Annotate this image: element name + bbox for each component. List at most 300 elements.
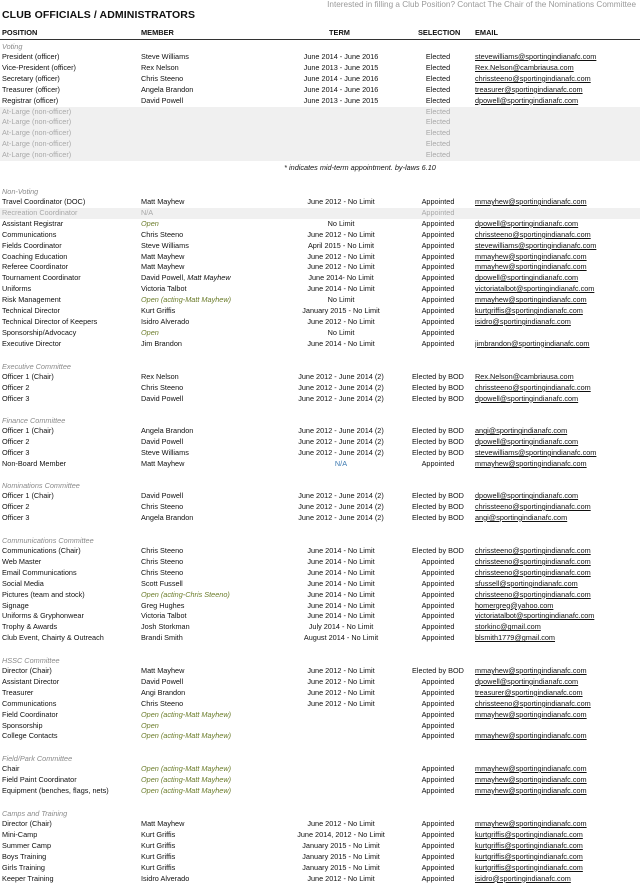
table-row bbox=[0, 666, 640, 677]
member-cell bbox=[141, 273, 291, 284]
position-cell: Assistant Registrar bbox=[2, 218, 64, 228]
term-cell: June 2012 - No Limit bbox=[307, 262, 375, 272]
member-name: David Powell bbox=[141, 95, 184, 105]
term-cell: April 2015 - No Limit bbox=[307, 240, 375, 250]
member-name: Steve Williams bbox=[141, 240, 189, 250]
member-name: Kurt Griffis bbox=[141, 840, 176, 850]
table-row bbox=[0, 841, 640, 852]
email-link[interactable]: dpowell@sportingindianafc.com bbox=[475, 436, 579, 446]
email-link[interactable]: mmayhew@sportingindianafc.com bbox=[475, 764, 587, 773]
email-link[interactable]: chrissteeno@sportingindianafc.com bbox=[475, 698, 591, 708]
position-cell: Officer 1 (Chair) bbox=[2, 426, 54, 435]
member-name: David Powell bbox=[141, 676, 184, 686]
selection-cell: Appointed bbox=[421, 589, 455, 599]
selection-cell: Appointed bbox=[421, 458, 455, 468]
member-name: Steve Williams bbox=[141, 52, 189, 61]
selection-cell: Appointed bbox=[421, 262, 455, 272]
table-row bbox=[0, 219, 640, 230]
member-cell bbox=[141, 459, 291, 470]
term-cell: June 2014- No Limit bbox=[308, 273, 374, 283]
selection-cell: Elected bbox=[425, 139, 451, 149]
selection-cell: Elected by BOD bbox=[412, 491, 464, 500]
email-link[interactable]: stevewilliams@sportingindianafc.com bbox=[475, 52, 597, 61]
email-link[interactable]: kurtgriffis@sportingindianafc.com bbox=[475, 306, 583, 315]
member-cell bbox=[141, 74, 291, 85]
position-cell: At-Large (non-officer) bbox=[2, 139, 72, 149]
email-link[interactable]: dpowell@sportingindianafc.com bbox=[475, 491, 579, 500]
member-name: Chris Steeno bbox=[141, 567, 184, 577]
email-link[interactable]: jimbrandon@sportingindianafc.com bbox=[475, 338, 590, 348]
position-cell: Director (Chair) bbox=[2, 819, 52, 828]
member-cell bbox=[141, 85, 291, 96]
member-name: Matt Mayhew bbox=[141, 819, 185, 828]
section-heading-nominations-committee: Nominations Committee bbox=[2, 481, 80, 490]
term-cell: June 2012 - June 2014 (2) bbox=[298, 426, 384, 435]
member-cell bbox=[141, 448, 291, 459]
table-row bbox=[0, 52, 640, 63]
section-heading-voting: Voting bbox=[2, 42, 23, 51]
member-cell bbox=[141, 874, 291, 884]
email-link[interactable]: victoriatalbot@sportingindianafc.com bbox=[475, 611, 595, 621]
member-name: Open (acting-Matt Mayhew) bbox=[141, 774, 232, 784]
member-cell bbox=[141, 252, 291, 263]
email-link[interactable]: dpowell@sportingindianafc.com bbox=[475, 218, 579, 228]
position-cell: Keeper Training bbox=[2, 873, 54, 883]
member-name: Angela Brandon bbox=[141, 426, 194, 435]
member-name: Rex Nelson bbox=[141, 372, 179, 381]
table-row bbox=[0, 568, 640, 579]
member-cell bbox=[141, 241, 291, 252]
email-link[interactable]: chrissteeno@sportingindianafc.com bbox=[475, 73, 591, 83]
selection-cell: Elected by BOD bbox=[412, 501, 464, 511]
position-cell: Officer 1 (Chair) bbox=[2, 491, 54, 500]
member-name: Chris Steeno bbox=[141, 546, 184, 555]
selection-cell: Appointed bbox=[421, 862, 455, 872]
selection-cell: Elected by BOD bbox=[412, 666, 464, 675]
table-row bbox=[0, 241, 640, 252]
email-link[interactable]: angi@sportingindianafc.com bbox=[475, 512, 568, 522]
member-name: Open (acting-Matt Mayhew) bbox=[141, 764, 232, 773]
member-name: N/A bbox=[141, 207, 154, 217]
member-cell bbox=[141, 317, 291, 328]
member-cell bbox=[141, 208, 291, 219]
email-link[interactable]: storkinc@gmail.com bbox=[475, 622, 541, 632]
selection-cell: Elected bbox=[425, 150, 451, 160]
term-cell: June 2012 - June 2014 (2) bbox=[298, 382, 384, 392]
selection-cell: Elected by BOD bbox=[412, 436, 464, 446]
position-cell: Officer 2 bbox=[2, 436, 30, 446]
table-row bbox=[0, 96, 640, 107]
member-name: David Powell, bbox=[141, 273, 188, 283]
selection-cell: Elected bbox=[425, 52, 451, 61]
term-cell: June 2013 - June 2015 bbox=[303, 95, 379, 105]
member-name: Matt Mayhew bbox=[141, 262, 185, 272]
email-link[interactable]: treasurer@sportingindianafc.com bbox=[475, 84, 583, 94]
member-name: Open (acting-Matt Mayhew) bbox=[141, 785, 232, 795]
section-heading-communications-committee: Communications Committee bbox=[2, 536, 94, 545]
email-link[interactable]: mmayhew@sportingindianafc.com bbox=[475, 709, 587, 719]
term-cell: June 2014 - No Limit bbox=[307, 578, 375, 588]
email-link[interactable]: Rex.Nelson@cambriausa.com bbox=[475, 62, 574, 72]
position-cell: Risk Management bbox=[2, 295, 61, 305]
email-link[interactable]: kurtgriffis@sportingindianafc.com bbox=[475, 862, 583, 872]
selection-cell: Appointed bbox=[421, 251, 455, 261]
member-name: Open (acting-Matt Mayhew) bbox=[141, 709, 232, 719]
position-cell: Field Paint Coordinator bbox=[2, 774, 77, 784]
member-cell bbox=[141, 579, 291, 590]
email-link[interactable]: chrissteeno@sportingindianafc.com bbox=[475, 589, 591, 599]
position-cell: Officer 1 (Chair) bbox=[2, 372, 54, 381]
selection-cell: Appointed bbox=[421, 273, 455, 283]
position-cell: At-Large (non-officer) bbox=[2, 106, 72, 116]
term-cell: June 2012 - June 2014 (2) bbox=[298, 491, 384, 500]
email-link[interactable]: dpowell@sportingindianafc.com bbox=[475, 676, 579, 686]
table-row bbox=[0, 731, 640, 742]
member-cell bbox=[141, 731, 291, 742]
email-link[interactable]: dpowell@sportingindianafc.com bbox=[475, 393, 579, 403]
position-cell: At-Large (non-officer) bbox=[2, 128, 72, 138]
selection-cell: Appointed bbox=[421, 207, 455, 217]
header-selection: SELECTION bbox=[418, 28, 461, 37]
member-cell bbox=[141, 230, 291, 241]
selection-cell: Elected bbox=[425, 106, 451, 116]
member-name: Matt Mayhew bbox=[141, 458, 185, 468]
email-link[interactable]: chrissteeno@sportingindianafc.com bbox=[475, 501, 591, 511]
position-cell: Uniforms bbox=[2, 284, 32, 294]
term-cell: June 2012 - No Limit bbox=[307, 873, 375, 883]
table-row bbox=[0, 230, 640, 241]
member-cell bbox=[141, 633, 291, 644]
email-link[interactable]: mmayhew@sportingindianafc.com bbox=[475, 197, 587, 206]
member-name: Victoria Talbot bbox=[141, 611, 187, 621]
email-link[interactable]: Rex.Nelson@cambriausa.com bbox=[475, 372, 574, 381]
table-row bbox=[0, 273, 640, 284]
position-cell: College Contacts bbox=[2, 731, 58, 741]
email-link[interactable]: mmayhew@sportingindianafc.com bbox=[475, 731, 587, 741]
table-row bbox=[0, 579, 640, 590]
email-link[interactable]: dpowell@sportingindianafc.com bbox=[475, 273, 579, 283]
selection-cell: Appointed bbox=[421, 676, 455, 686]
position-cell: At-Large (non-officer) bbox=[2, 150, 72, 160]
selection-cell: Appointed bbox=[421, 218, 455, 228]
selection-cell: Elected bbox=[425, 95, 451, 105]
term-cell: June 2012 - No Limit bbox=[307, 676, 375, 686]
term-cell: June 2012 - June 2014 (2) bbox=[298, 393, 384, 403]
mid-term-note-text: * indicates mid-term appointment. by-laws 6.10 bbox=[284, 163, 436, 172]
term-cell: N/A bbox=[334, 458, 348, 468]
email-link[interactable]: sfussell@sportingindianafc.com bbox=[475, 578, 578, 588]
table-row bbox=[0, 622, 640, 633]
email-link[interactable]: blsmith1779@gmail.com bbox=[475, 633, 556, 643]
selection-cell: Elected bbox=[425, 117, 451, 127]
position-cell: Email Communications bbox=[2, 567, 77, 577]
member-cell bbox=[141, 622, 291, 633]
member-cell bbox=[141, 830, 291, 841]
term-cell: June 2014 - June 2016 bbox=[303, 84, 379, 94]
member-name: Chris Steeno bbox=[141, 382, 184, 392]
section-heading-finance-committee: Finance Committee bbox=[2, 416, 66, 425]
header-member: MEMBER bbox=[141, 28, 174, 37]
table-row bbox=[0, 372, 640, 383]
position-cell: Officer 3 bbox=[2, 393, 30, 403]
member-name: Open (acting-Matt Mayhew) bbox=[141, 295, 232, 305]
table-row bbox=[0, 139, 640, 150]
position-cell: Club Event, Chairty & Outreach bbox=[2, 633, 104, 643]
section-heading-non-voting: Non-Voting bbox=[2, 187, 39, 196]
member-name: David Powell bbox=[141, 393, 184, 403]
email-link[interactable]: kurtgriffis@sportingindianafc.com bbox=[475, 840, 583, 850]
position-cell: Secretary (officer) bbox=[2, 73, 60, 83]
term-cell: June 2014 - No Limit bbox=[307, 338, 375, 348]
member-cell bbox=[141, 688, 291, 699]
term-cell: June 2012 - June 2014 (2) bbox=[298, 512, 384, 522]
selection-cell: Appointed bbox=[421, 567, 455, 577]
table-row bbox=[0, 699, 640, 710]
table-row bbox=[0, 775, 640, 786]
selection-cell: Appointed bbox=[421, 316, 455, 326]
position-cell: Officer 2 bbox=[2, 501, 30, 511]
selection-cell: Appointed bbox=[421, 709, 455, 719]
table-row bbox=[0, 74, 640, 85]
table-row bbox=[0, 819, 640, 830]
position-cell: Treasurer bbox=[2, 687, 34, 697]
table-row bbox=[0, 208, 640, 219]
table-row bbox=[0, 513, 640, 524]
position-cell: Girls Training bbox=[2, 862, 45, 872]
member-cell bbox=[141, 819, 291, 830]
email-link[interactable]: kurtgriffis@sportingindianafc.com bbox=[475, 851, 583, 861]
member-cell bbox=[141, 372, 291, 383]
position-cell: Tournament Coordinator bbox=[2, 273, 81, 283]
position-cell: Vice-President (officer) bbox=[2, 62, 76, 72]
term-cell: July 2014 - No Limit bbox=[308, 622, 374, 632]
term-cell: June 2014 - No Limit bbox=[307, 611, 375, 621]
member-name: Open bbox=[141, 720, 159, 730]
email-link[interactable]: mmayhew@sportingindianafc.com bbox=[475, 458, 587, 468]
table-row bbox=[0, 107, 640, 118]
term-cell: June 2014 - June 2016 bbox=[303, 52, 379, 61]
table-row bbox=[0, 150, 640, 161]
table-row bbox=[0, 394, 640, 405]
table-row bbox=[0, 317, 640, 328]
header-email: EMAIL bbox=[475, 28, 498, 37]
position-cell: Web Master bbox=[2, 556, 42, 566]
selection-cell: Appointed bbox=[421, 633, 455, 643]
position-cell: President (officer) bbox=[2, 52, 60, 61]
table-row bbox=[0, 721, 640, 732]
selection-cell: Appointed bbox=[421, 240, 455, 250]
email-link[interactable]: chrissteeno@sportingindianafc.com bbox=[475, 567, 591, 577]
member-name: Matt Mayhew bbox=[141, 666, 185, 675]
selection-cell: Elected bbox=[425, 73, 451, 83]
member-name: Chris Steeno bbox=[141, 73, 184, 83]
position-cell: Uniforms & Gryphonwear bbox=[2, 611, 84, 621]
member-cell bbox=[141, 677, 291, 688]
position-cell: At-Large (non-officer) bbox=[2, 117, 72, 127]
member-cell bbox=[141, 611, 291, 622]
table-row bbox=[0, 339, 640, 350]
position-cell: Field Coordinator bbox=[2, 709, 58, 719]
term-cell: January 2015 - No Limit bbox=[302, 306, 380, 315]
member-name: Chris Steeno bbox=[141, 229, 184, 239]
member-name: Angi Brandon bbox=[141, 687, 186, 697]
member-name: Victoria Talbot bbox=[141, 284, 187, 294]
table-row bbox=[0, 786, 640, 797]
member-cell bbox=[141, 568, 291, 579]
member-cell bbox=[141, 383, 291, 394]
position-cell: Sponsorship bbox=[2, 720, 43, 730]
position-cell: Officer 2 bbox=[2, 382, 30, 392]
email-link[interactable]: mmayhew@sportingindianafc.com bbox=[475, 295, 587, 305]
email-link[interactable]: isidro@sportingindianafc.com bbox=[475, 873, 571, 883]
email-link[interactable]: dpowell@sportingindianafc.com bbox=[475, 95, 579, 105]
member-cell bbox=[141, 557, 291, 568]
position-cell: Treasurer (officer) bbox=[2, 84, 60, 94]
member-name-secondary: Matt Mayhew bbox=[187, 273, 231, 283]
email-link[interactable]: chrissteeno@sportingindianafc.com bbox=[475, 382, 591, 392]
table-row bbox=[0, 252, 640, 263]
member-name: Open (acting-Chris Steeno) bbox=[141, 589, 230, 599]
selection-cell: Elected bbox=[425, 62, 451, 72]
table-row bbox=[0, 590, 640, 601]
selection-cell: Elected by BOD bbox=[412, 393, 464, 403]
header-position: POSITION bbox=[2, 28, 38, 37]
position-cell: Officer 3 bbox=[2, 512, 30, 522]
selection-cell: Appointed bbox=[421, 774, 455, 784]
term-cell: June 2014 - No Limit bbox=[307, 546, 375, 555]
member-name: Chris Steeno bbox=[141, 556, 184, 566]
email-link[interactable]: homergreg@yahoo.com bbox=[475, 600, 554, 610]
selection-cell: Appointed bbox=[421, 720, 455, 730]
email-link[interactable]: mmayhew@sportingindianafc.com bbox=[475, 666, 587, 675]
position-cell: Communications bbox=[2, 229, 57, 239]
email-link[interactable]: kurtgriffis@sportingindianafc.com bbox=[475, 829, 583, 839]
email-link[interactable]: chrissteeno@sportingindianafc.com bbox=[475, 229, 591, 239]
term-cell: June 2014 - No Limit bbox=[307, 589, 375, 599]
position-cell: Fields Coordinator bbox=[2, 240, 62, 250]
table-row bbox=[0, 197, 640, 208]
term-cell: June 2012 - No Limit bbox=[307, 666, 375, 675]
table-row bbox=[0, 863, 640, 874]
member-name: Kurt Griffis bbox=[141, 829, 176, 839]
member-name: Kurt Griffis bbox=[141, 306, 176, 315]
email-link[interactable]: mmayhew@sportingindianafc.com bbox=[475, 262, 587, 272]
term-cell: June 2012 - No Limit bbox=[307, 687, 375, 697]
position-cell: Technical Director of Keepers bbox=[2, 316, 98, 326]
member-cell bbox=[141, 699, 291, 710]
term-cell: June 2012 - No Limit bbox=[307, 316, 375, 326]
term-cell: June 2012 - June 2014 (2) bbox=[298, 447, 384, 457]
email-link[interactable]: stevewilliams@sportingindianafc.com bbox=[475, 240, 597, 250]
email-link[interactable]: angi@sportingindianafc.com bbox=[475, 426, 568, 435]
table-row bbox=[0, 491, 640, 502]
position-cell: Assistant Director bbox=[2, 676, 60, 686]
member-cell bbox=[141, 262, 291, 273]
selection-cell: Elected bbox=[425, 84, 451, 94]
selection-cell: Elected by BOD bbox=[412, 512, 464, 522]
email-link[interactable]: mmayhew@sportingindianafc.com bbox=[475, 251, 587, 261]
term-cell: June 2014 - No Limit bbox=[307, 600, 375, 610]
email-link[interactable]: chrissteeno@sportingindianafc.com bbox=[475, 546, 591, 555]
term-cell: June 2014 - No Limit bbox=[307, 556, 375, 566]
email-link[interactable]: isidro@sportingindianafc.com bbox=[475, 316, 571, 326]
page-title: CLUB OFFICIALS / ADMINISTRATORS bbox=[2, 9, 196, 21]
email-link[interactable]: chrissteeno@sportingindianafc.com bbox=[475, 556, 591, 566]
table-row bbox=[0, 601, 640, 612]
table-row bbox=[0, 764, 640, 775]
member-name: Isidro Alverado bbox=[141, 873, 190, 883]
table-row bbox=[0, 677, 640, 688]
term-cell: June 2012 - No Limit bbox=[307, 698, 375, 708]
email-link[interactable]: mmayhew@sportingindianafc.com bbox=[475, 785, 587, 795]
selection-cell: Appointed bbox=[421, 851, 455, 861]
table-header bbox=[0, 26, 640, 40]
email-link[interactable]: stevewilliams@sportingindianafc.com bbox=[475, 447, 597, 457]
selection-cell: Appointed bbox=[421, 338, 455, 348]
email-link[interactable]: treasurer@sportingindianafc.com bbox=[475, 687, 583, 697]
selection-cell: Elected by BOD bbox=[412, 447, 464, 457]
email-link[interactable]: victoriatalbot@sportingindianafc.com bbox=[475, 284, 595, 294]
section-heading-field-park-committee: Field/Park Committee bbox=[2, 754, 73, 763]
table-row bbox=[0, 502, 640, 513]
selection-cell: Elected by BOD bbox=[412, 546, 464, 555]
table-row bbox=[0, 328, 640, 339]
table-row bbox=[0, 63, 640, 74]
term-cell: January 2015 - No Limit bbox=[302, 840, 380, 850]
member-cell bbox=[141, 63, 291, 74]
position-cell: Pictures (team and stock) bbox=[2, 589, 85, 599]
selection-cell: Appointed bbox=[421, 197, 455, 206]
member-cell bbox=[141, 841, 291, 852]
nominations-notice: Interested in filling a Club Position? Contact The Chair of the Nominations Committee bbox=[327, 0, 636, 9]
term-cell: No Limit bbox=[327, 218, 355, 228]
member-name: Steve Williams bbox=[141, 447, 189, 457]
term-cell: June 2012 - No Limit bbox=[307, 251, 375, 261]
selection-cell: Appointed bbox=[421, 687, 455, 697]
member-cell bbox=[141, 502, 291, 513]
member-cell bbox=[141, 786, 291, 797]
member-name: Rex Nelson bbox=[141, 62, 179, 72]
email-link[interactable]: mmayhew@sportingindianafc.com bbox=[475, 774, 587, 784]
position-cell: Signage bbox=[2, 600, 29, 610]
table-row bbox=[0, 117, 640, 128]
email-link[interactable]: mmayhew@sportingindianafc.com bbox=[475, 819, 587, 828]
term-cell: June 2012 - June 2014 (2) bbox=[298, 372, 384, 381]
section-heading-camps-and-training: Camps and Training bbox=[2, 809, 68, 818]
member-cell bbox=[141, 513, 291, 524]
member-name: David Powell bbox=[141, 491, 184, 500]
table-row bbox=[0, 633, 640, 644]
member-cell bbox=[141, 437, 291, 448]
selection-cell: Appointed bbox=[421, 600, 455, 610]
term-cell: January 2015 - No Limit bbox=[302, 851, 380, 861]
member-cell bbox=[141, 601, 291, 612]
selection-cell: Appointed bbox=[421, 284, 455, 294]
position-cell: Mini-Camp bbox=[2, 829, 38, 839]
term-cell: No Limit bbox=[327, 327, 355, 337]
member-cell bbox=[141, 666, 291, 677]
position-cell: Communications bbox=[2, 698, 57, 708]
term-cell: June 2014 - No Limit bbox=[307, 284, 375, 294]
position-cell: Social Media bbox=[2, 578, 44, 588]
table-row bbox=[0, 437, 640, 448]
member-name: Kurt Griffis bbox=[141, 851, 176, 861]
member-cell bbox=[141, 284, 291, 295]
table-row bbox=[0, 448, 640, 459]
table-row bbox=[0, 874, 640, 884]
member-name: Josh Storkman bbox=[141, 622, 190, 632]
table-row bbox=[0, 284, 640, 295]
